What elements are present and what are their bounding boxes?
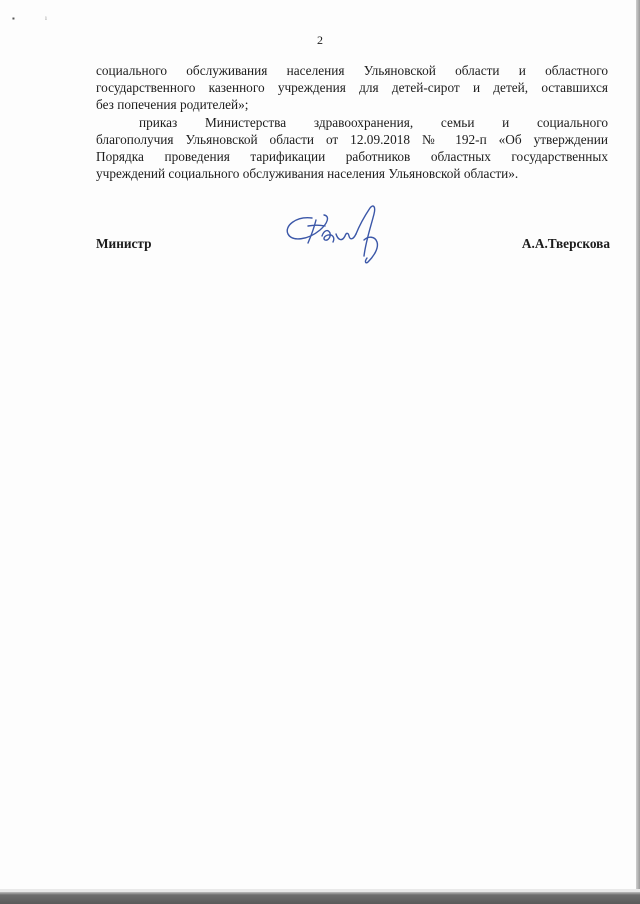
scan-speck: ı <box>45 14 47 22</box>
signer-title: Министр <box>96 236 152 251</box>
text-line: без попечения родителей»; <box>96 97 249 113</box>
paragraph-2 <box>96 114 608 183</box>
text-line: Порядка проведения тарификации работников областных государственных <box>96 149 608 165</box>
signature-stroke <box>364 237 377 263</box>
text-line: социального обслуживания населения Ульяновской области и областного <box>96 63 608 78</box>
signature-stroke <box>336 233 356 239</box>
signer-name: А.А.Тверскова <box>521 236 610 251</box>
signature-stroke <box>308 220 316 243</box>
signature-stroke <box>356 206 375 256</box>
handwritten-signature <box>278 196 390 272</box>
paragraph-1 <box>96 62 608 114</box>
text-line: государственного казенного учреждения для детей-сирот и детей, оставшихся <box>96 80 608 96</box>
text-line: приказ Министерства здравоохранения, семьи и социального <box>139 114 608 130</box>
scan-edge-right <box>636 0 640 904</box>
signature-stroke <box>308 225 325 226</box>
scan-edge-bottom <box>0 892 640 904</box>
text-line: учреждений социального обслуживания населения Ульяновской области». <box>96 166 519 182</box>
document-body <box>96 62 608 182</box>
text-line: благополучия Ульяновской области от 12.09.2018 № 192-п «Об утверждении <box>96 131 608 147</box>
scan-speck: ▪ <box>12 14 15 23</box>
signature-stroke <box>287 215 327 239</box>
signature-stroke <box>322 231 334 242</box>
page-number: 2 <box>317 33 323 47</box>
